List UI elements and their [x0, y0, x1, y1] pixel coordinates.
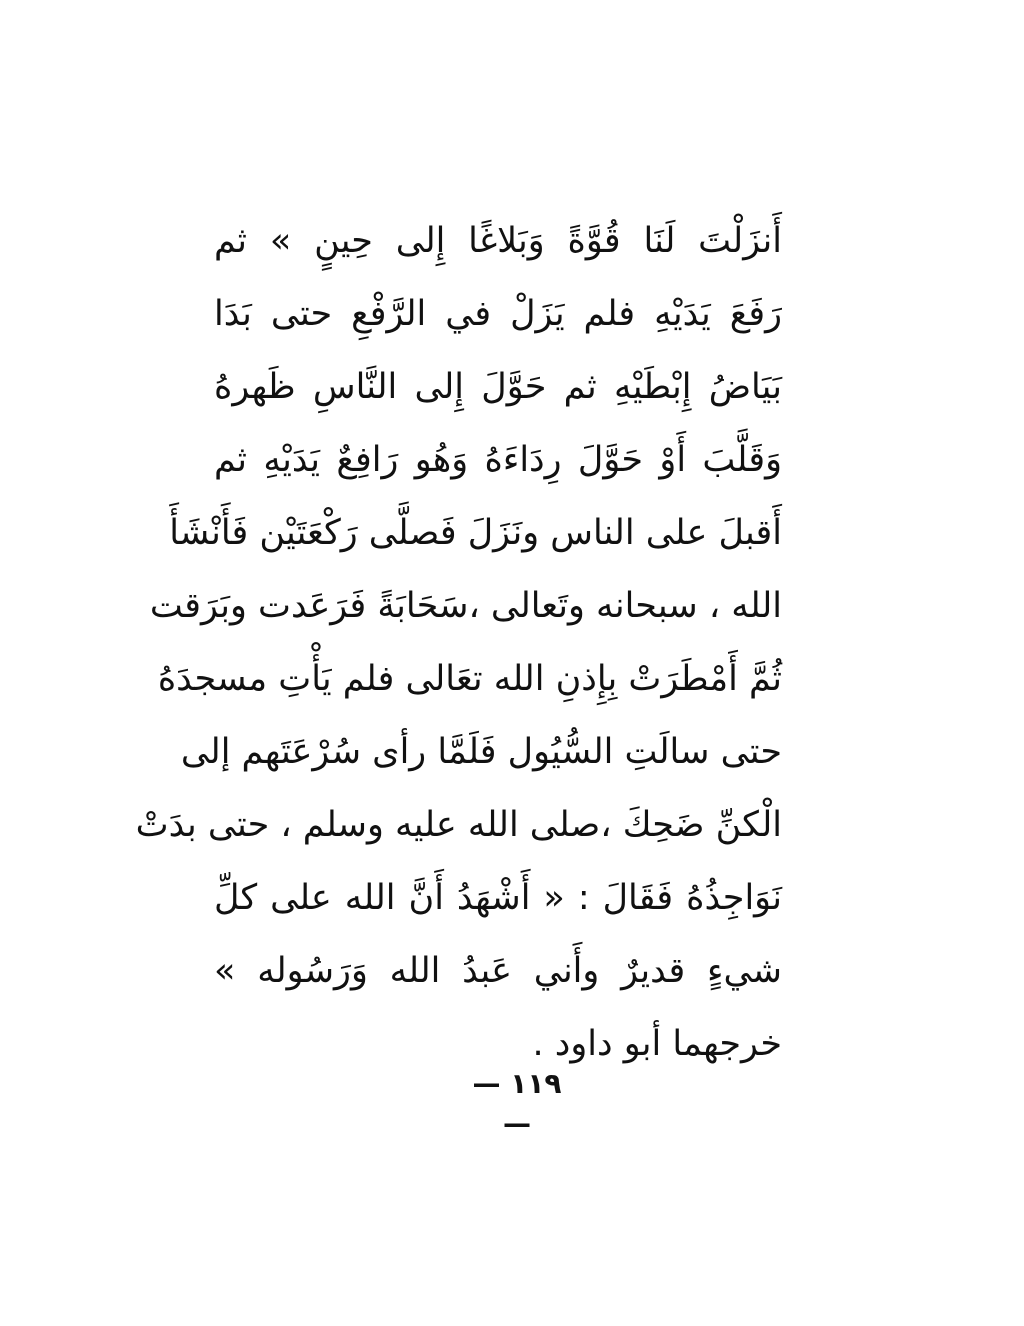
- text-line: أَقبلَ على الناس ونَزَلَ فَصلَّى رَكْعَتَيْن فَأَنْشَأَ: [169, 513, 782, 553]
- text-line: رَفَعَ يَدَيْهِ فلم يَزَلْ في الرَّفْعِ حتى بَدَا: [214, 294, 782, 334]
- text-line: أَنزَلْتَ لَنَا قُوَّةً وَبَلاغًا إِلى حِينٍ » ثم: [214, 221, 782, 261]
- text-line: الْكنِّ ضَحِكَ ،صلى الله عليه وسلم ، حتى بدَتْ: [135, 805, 782, 845]
- text-line: ثُمَّ أَمْطَرَتْ بِإِذنِ الله تعَالى فلم يَأْتِ مسجدَهُ: [157, 659, 782, 699]
- text-line: خرجهما أبو داود .: [532, 1024, 782, 1064]
- page-number: — ١١٩ —: [472, 1067, 562, 1140]
- text-line: الله ، سبحانه وتَعالى ،سَحَابَةً فَرَعَدت وبَرَقت: [149, 586, 782, 626]
- text-line: وَقَلَّبَ أَوْ حَوَّلَ رِدَاءَهُ وَهُو رَافِعٌ يَدَيْهِ ثم: [214, 440, 782, 480]
- text-line: شيءٍ قديرٌ وأَني عَبدُ الله وَرَسُوله »: [214, 951, 782, 991]
- arabic-text-block: [135, 205, 782, 1081]
- text-line: نَوَاجِذُهُ فَقَالَ : « أَشْهَدُ أَنَّ الله على كلِّ: [214, 878, 782, 918]
- text-line: بَيَاضُ إِبْطَيْهِ ثم حَوَّلَ إِلى النَّاسِ ظَهرهُ: [214, 367, 782, 407]
- text-line: حتى سالَتِ السُّيُول فَلَمَّا رأى سُرْعَتَهم إلى: [180, 732, 782, 772]
